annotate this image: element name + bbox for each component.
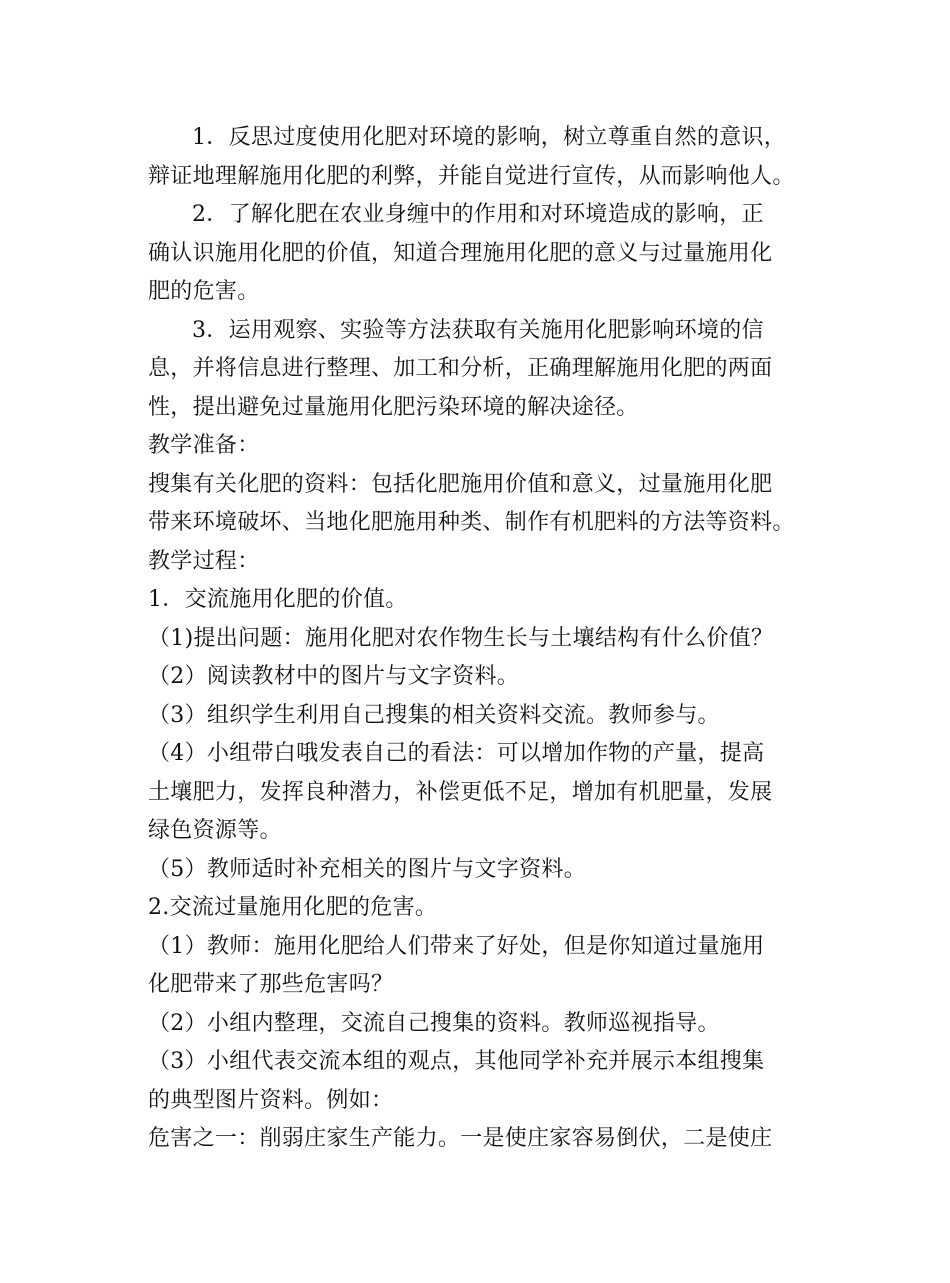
section-heading: 教学准备：	[148, 433, 260, 458]
text-line: 的典型图片资料。例如：	[148, 1087, 394, 1113]
text-line: 3．运用观察、实验等方法获取有关施用化肥影响环境的信	[192, 317, 764, 343]
text-line: （2）阅读教材中的图片与文字资料。	[148, 664, 520, 689]
text-line: （1）教师：施用化肥给人们带来了好处，但是你知道过量施用	[148, 933, 765, 959]
text-line: 危害之一：削弱庄家生产能力。一是使庄家容易倒伏，二是使庄	[148, 1126, 773, 1151]
text-line: 确认识施用化肥的价值，知道合理施用化肥的意义与过量施用化	[148, 240, 773, 266]
text-line: （3）组织学生利用自己搜集的相关资料交流。教师参与。	[148, 702, 720, 728]
text-line: 绿色资源等。	[148, 818, 282, 843]
text-line: 2．了解化肥在农业身缠中的作用和对环境造成的影响，正	[192, 202, 764, 227]
text-line: （1)提出问题：施用化肥对农作物生长与土壤结构有什么价值？	[148, 625, 774, 651]
text-line: （4）小组带白哦发表自己的看法：可以增加作物的产量，提高	[148, 741, 765, 766]
text-line: 带来环境破坏、当地化肥施用种类、制作有机肥料的方法等资料。	[148, 510, 795, 535]
text-line: 化肥带来了那些危害吗？	[148, 972, 394, 997]
document-body	[148, 119, 808, 1159]
text-line: 2.交流过量施用化肥的危害。	[148, 895, 438, 920]
text-line: 1．交流施用化肥的价值。	[148, 587, 408, 612]
text-line: 性，提出避免过量施用化肥污染环境的解决途径。	[148, 394, 639, 420]
text-line: 土壤肥力，发挥良种潜力，补偿更低不足，增加有机肥量，发展	[148, 779, 773, 805]
text-line: 搜集有关化肥的资料：包括化肥施用价值和意义，过量施用化肥	[148, 471, 773, 497]
text-line: 辩证地理解施用化肥的利弊，并能自觉进行宣传，从而影响他人。	[148, 163, 795, 189]
text-line: （3）小组代表交流本组的观点，其他同学补充并展示本组搜集	[148, 1049, 765, 1074]
text-line: 1．反思过度使用化肥对环境的影响，树立尊重自然的意识，	[192, 125, 787, 150]
text-line: （2）小组内整理，交流自己搜集的资料。教师巡视指导。	[148, 1010, 720, 1036]
text-line: （5）教师适时补充相关的图片与文字资料。	[148, 856, 586, 882]
text-line: 息，并将信息进行整理、加工和分析，正确理解施用化肥的两面	[148, 356, 773, 381]
text-line: 肥的危害。	[148, 279, 260, 304]
section-heading: 教学过程：	[148, 548, 260, 574]
